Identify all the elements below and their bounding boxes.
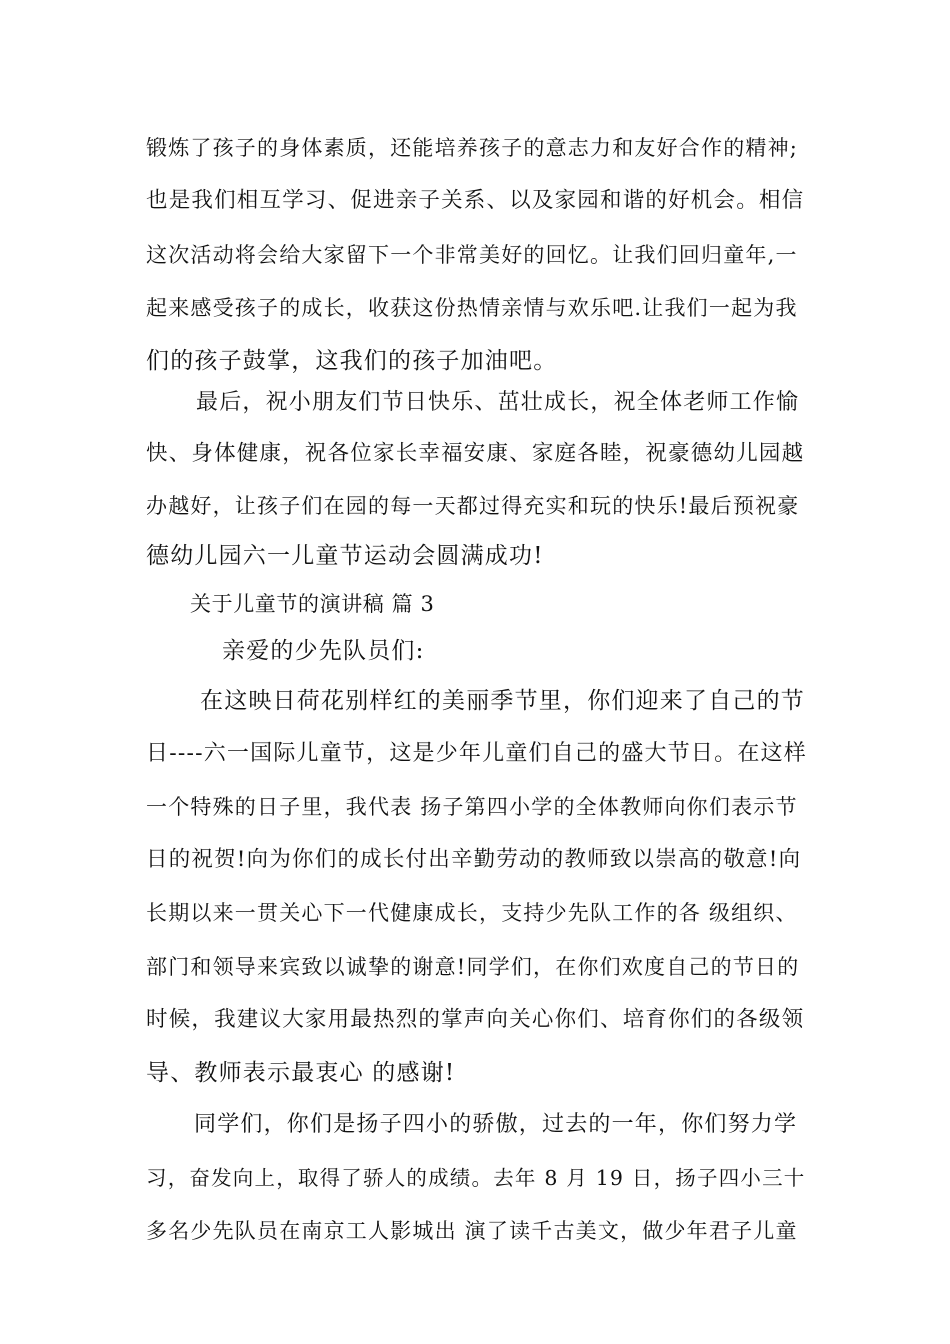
text-line: 习，奋发向上，取得了骄人的成绩。去年 8 月 19 日，扬子四小三十 (146, 1166, 806, 1190)
text-line: 办越好，让孩子们在园的每一天都过得充实和玩的快乐!最后预祝豪 (146, 494, 800, 518)
text-line: 多名少先队员在南京工人影城出 演了读千古美文，做少年君子儿童 (146, 1219, 798, 1243)
text-line: 也是我们相互学习、促进亲子关系、以及家园和谐的好机会。相信 (146, 188, 805, 213)
text-line: 这次活动将会给大家留下一个非常美好的回忆。让我们回归童年,一 (146, 243, 798, 267)
section-heading: 关于儿童节的演讲稿 篇 3 (190, 592, 435, 616)
text-line: 日的祝贺!向为你们的成长付出辛勤劳动的教师致以崇高的敬意!向 (146, 847, 802, 872)
text-line: 快、身体健康，祝各位家长幸福安康、家庭各睦，祝豪德幼儿园越 (146, 441, 805, 466)
paragraph-first-line: 最后，祝小朋友们节日快乐、茁壮成长，祝全体老师工作愉 (196, 390, 800, 415)
text-line: 德幼儿园六一儿童节运动会圆满成功! (146, 543, 544, 569)
text-line: 锻炼了孩子的身体素质，还能培养孩子的意志力和友好合作的精神; (146, 136, 799, 160)
text-line: 时候，我建议大家用最热烈的掌声向关心你们、培育你们的各级领 (146, 1007, 805, 1032)
salutation: 亲爱的少先队员们: (222, 638, 425, 664)
text-line: 长期以来一贯关心下一代健康成长，支持少先队工作的各 级组织、 (146, 901, 798, 925)
paragraph-first-line: 在这映日荷花别样红的美丽季节里，你们迎来了自己的节 (200, 688, 805, 714)
text-line: 日----六一国际儿童节，这是少年儿童们自己的盛大节日。在这样 (146, 741, 807, 766)
text-line: 们的孩子鼓掌，这我们的孩子加油吧。 (146, 348, 558, 374)
text-line: 部门和领导来宾致以诚挚的谢意!同学们，在你们欢度自己的节日的 (146, 955, 800, 979)
text-line: 起来感受孩子的成长，收获这份热情亲情与欢乐吧.让我们一起为我 (146, 296, 798, 320)
text-line: 一个特殊的日子里，我代表 扬子第四小学的全体教师向你们表示节 (146, 795, 798, 819)
paragraph-first-line: 同学们，你们是扬子四小的骄傲，过去的一年，你们努力学 (194, 1112, 798, 1137)
text-line: 导、教师表示最衷心 的感谢! (146, 1060, 456, 1086)
